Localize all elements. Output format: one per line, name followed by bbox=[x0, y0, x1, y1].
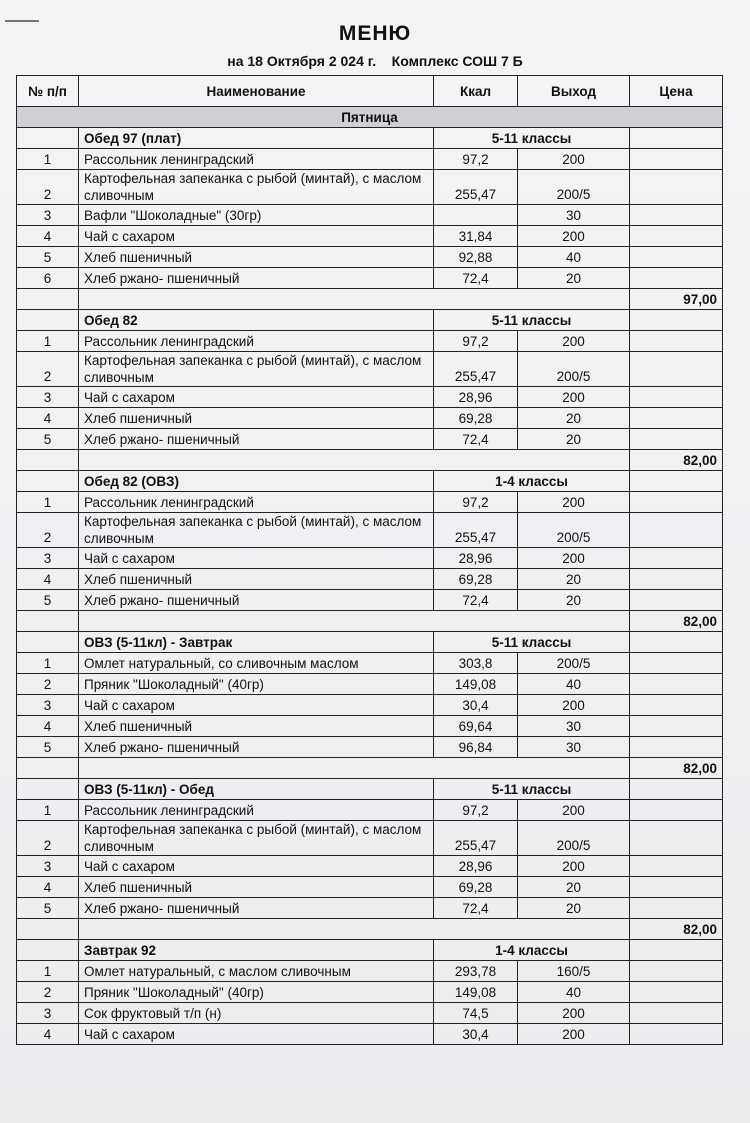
item-number: 5 bbox=[17, 429, 79, 450]
item-price bbox=[630, 492, 723, 513]
menu-item-row bbox=[17, 569, 723, 590]
item-price bbox=[630, 205, 723, 226]
item-kcal: 97,2 bbox=[434, 149, 518, 170]
item-name: Чай с сахаром bbox=[79, 548, 434, 569]
column-header: Ккал bbox=[434, 76, 518, 107]
group-total-price: 82,00 bbox=[630, 758, 723, 779]
group-total-price: 82,00 bbox=[630, 611, 723, 632]
item-output: 30 bbox=[518, 737, 630, 758]
item-kcal: 30,4 bbox=[434, 1024, 518, 1045]
item-number: 2 bbox=[17, 352, 79, 387]
menu-item-row bbox=[17, 387, 723, 408]
menu-item-row bbox=[17, 513, 723, 548]
group-classes: 1-4 классы bbox=[434, 940, 630, 961]
item-kcal: 28,96 bbox=[434, 548, 518, 569]
item-kcal: 303,8 bbox=[434, 653, 518, 674]
item-number: 2 bbox=[17, 821, 79, 856]
item-price bbox=[630, 653, 723, 674]
column-header: № п/п bbox=[17, 76, 79, 107]
group-classes: 5-11 классы bbox=[434, 310, 630, 331]
group-header-row bbox=[17, 779, 723, 800]
menu-item-row bbox=[17, 226, 723, 247]
menu-item-row bbox=[17, 205, 723, 226]
group-total-price: 82,00 bbox=[630, 450, 723, 471]
group-name: Обед 97 (плат) bbox=[79, 128, 434, 149]
group-total-row bbox=[17, 611, 723, 632]
item-number: 2 bbox=[17, 674, 79, 695]
item-price bbox=[630, 961, 723, 982]
item-kcal: 255,47 bbox=[434, 170, 518, 205]
item-output: 200/5 bbox=[518, 170, 630, 205]
group-spacer-cell bbox=[17, 779, 79, 800]
item-number: 1 bbox=[17, 492, 79, 513]
item-name: Чай с сахаром bbox=[79, 856, 434, 877]
item-number: 3 bbox=[17, 205, 79, 226]
item-kcal: 28,96 bbox=[434, 387, 518, 408]
item-number: 4 bbox=[17, 226, 79, 247]
item-price bbox=[630, 149, 723, 170]
item-price bbox=[630, 170, 723, 205]
item-number: 1 bbox=[17, 961, 79, 982]
item-output: 30 bbox=[518, 205, 630, 226]
item-price bbox=[630, 569, 723, 590]
item-price bbox=[630, 548, 723, 569]
item-number: 5 bbox=[17, 737, 79, 758]
item-output: 200 bbox=[518, 492, 630, 513]
item-number: 4 bbox=[17, 408, 79, 429]
item-number: 1 bbox=[17, 800, 79, 821]
item-price bbox=[630, 800, 723, 821]
item-name: Хлеб пшеничный bbox=[79, 408, 434, 429]
item-kcal: 28,96 bbox=[434, 856, 518, 877]
item-kcal: 72,4 bbox=[434, 590, 518, 611]
item-number: 1 bbox=[17, 653, 79, 674]
group-empty-cell bbox=[630, 310, 723, 331]
item-kcal: 92,88 bbox=[434, 247, 518, 268]
column-header: Выход bbox=[518, 76, 630, 107]
table-header-row bbox=[17, 76, 723, 107]
item-price bbox=[630, 898, 723, 919]
menu-item-row bbox=[17, 877, 723, 898]
total-spacer-cell bbox=[17, 758, 79, 779]
item-kcal: 30,4 bbox=[434, 695, 518, 716]
menu-item-row bbox=[17, 590, 723, 611]
item-output: 20 bbox=[518, 268, 630, 289]
total-spacer-cell bbox=[17, 919, 79, 940]
item-name: Пряник "Шоколадный" (40гр) bbox=[79, 982, 434, 1003]
item-price bbox=[630, 247, 723, 268]
group-empty-cell bbox=[630, 940, 723, 961]
item-price bbox=[630, 737, 723, 758]
group-header-row bbox=[17, 471, 723, 492]
item-number: 3 bbox=[17, 1003, 79, 1024]
item-output: 200 bbox=[518, 1003, 630, 1024]
item-name: Хлеб ржано- пшеничный bbox=[79, 268, 434, 289]
item-kcal: 72,4 bbox=[434, 268, 518, 289]
item-kcal: 255,47 bbox=[434, 352, 518, 387]
menu-item-row bbox=[17, 674, 723, 695]
item-name: Рассольник ленинградский bbox=[79, 800, 434, 821]
menu-table bbox=[16, 75, 723, 1045]
item-output: 40 bbox=[518, 674, 630, 695]
column-header: Цена bbox=[630, 76, 723, 107]
group-name: Завтрак 92 bbox=[79, 940, 434, 961]
item-kcal: 69,28 bbox=[434, 408, 518, 429]
item-number: 4 bbox=[17, 569, 79, 590]
menu-item-row bbox=[17, 961, 723, 982]
item-number: 3 bbox=[17, 548, 79, 569]
item-number: 4 bbox=[17, 716, 79, 737]
item-price bbox=[630, 982, 723, 1003]
menu-item-row bbox=[17, 716, 723, 737]
group-spacer-cell bbox=[17, 310, 79, 331]
group-empty-cell bbox=[630, 779, 723, 800]
group-empty-cell bbox=[630, 471, 723, 492]
group-name: ОВЗ (5-11кл) - Завтрак bbox=[79, 632, 434, 653]
item-number: 2 bbox=[17, 170, 79, 205]
group-name: ОВЗ (5-11кл) - Обед bbox=[79, 779, 434, 800]
group-spacer-cell bbox=[17, 128, 79, 149]
total-empty-cell bbox=[79, 611, 630, 632]
group-spacer-cell bbox=[17, 940, 79, 961]
item-output: 200 bbox=[518, 800, 630, 821]
item-kcal: 255,47 bbox=[434, 513, 518, 548]
item-kcal: 149,08 bbox=[434, 982, 518, 1003]
item-kcal: 255,47 bbox=[434, 821, 518, 856]
item-price bbox=[630, 352, 723, 387]
group-name: Обед 82 (ОВЗ) bbox=[79, 471, 434, 492]
item-price bbox=[630, 429, 723, 450]
menu-item-row bbox=[17, 1024, 723, 1045]
item-name: Хлеб ржано- пшеничный bbox=[79, 429, 434, 450]
item-price bbox=[630, 408, 723, 429]
menu-item-row bbox=[17, 737, 723, 758]
item-number: 2 bbox=[17, 982, 79, 1003]
item-output: 160/5 bbox=[518, 961, 630, 982]
item-output: 200 bbox=[518, 548, 630, 569]
menu-item-row bbox=[17, 149, 723, 170]
group-total-row bbox=[17, 450, 723, 471]
item-number: 3 bbox=[17, 387, 79, 408]
item-price bbox=[630, 716, 723, 737]
column-header: Наименование bbox=[79, 76, 434, 107]
group-empty-cell bbox=[630, 632, 723, 653]
day-row bbox=[17, 107, 723, 128]
group-empty-cell bbox=[630, 128, 723, 149]
item-output: 200 bbox=[518, 331, 630, 352]
item-name: Чай с сахаром bbox=[79, 695, 434, 716]
menu-item-row bbox=[17, 548, 723, 569]
item-price bbox=[630, 268, 723, 289]
item-kcal: 72,4 bbox=[434, 429, 518, 450]
item-name: Хлеб пшеничный bbox=[79, 247, 434, 268]
item-output: 20 bbox=[518, 590, 630, 611]
item-kcal: 97,2 bbox=[434, 331, 518, 352]
total-spacer-cell bbox=[17, 289, 79, 310]
item-output: 200 bbox=[518, 149, 630, 170]
total-empty-cell bbox=[79, 450, 630, 471]
menu-item-row bbox=[17, 429, 723, 450]
menu-item-row bbox=[17, 352, 723, 387]
group-total-price: 82,00 bbox=[630, 919, 723, 940]
menu-item-row bbox=[17, 856, 723, 877]
group-header-row bbox=[17, 940, 723, 961]
item-price bbox=[630, 226, 723, 247]
item-kcal: 97,2 bbox=[434, 800, 518, 821]
item-name: Чай с сахаром bbox=[79, 1024, 434, 1045]
group-header-row bbox=[17, 310, 723, 331]
group-classes: 5-11 классы bbox=[434, 128, 630, 149]
item-price bbox=[630, 821, 723, 856]
item-number: 6 bbox=[17, 268, 79, 289]
item-price bbox=[630, 1003, 723, 1024]
item-output: 200/5 bbox=[518, 513, 630, 548]
item-name: Хлеб пшеничный bbox=[79, 569, 434, 590]
item-output: 30 bbox=[518, 716, 630, 737]
item-name: Картофельная запеканка с рыбой (минтай), с маслом сливочным bbox=[79, 352, 434, 387]
item-number: 5 bbox=[17, 247, 79, 268]
item-name: Хлеб ржано- пшеничный bbox=[79, 737, 434, 758]
item-name: Картофельная запеканка с рыбой (минтай), с маслом сливочным bbox=[79, 821, 434, 856]
item-number: 4 bbox=[17, 877, 79, 898]
item-output: 40 bbox=[518, 982, 630, 1003]
item-kcal: 69,64 bbox=[434, 716, 518, 737]
total-empty-cell bbox=[79, 289, 630, 310]
menu-item-row bbox=[17, 247, 723, 268]
page-title: МЕНЮ bbox=[338, 22, 412, 45]
item-name: Омлет натуральный, со сливочным маслом bbox=[79, 653, 434, 674]
total-empty-cell bbox=[79, 919, 630, 940]
item-name: Хлеб ржано- пшеничный bbox=[79, 590, 434, 611]
item-name: Хлеб пшеничный bbox=[79, 716, 434, 737]
menu-item-row bbox=[17, 695, 723, 716]
item-price bbox=[630, 513, 723, 548]
menu-item-row bbox=[17, 898, 723, 919]
group-spacer-cell bbox=[17, 632, 79, 653]
item-kcal: 72,4 bbox=[434, 898, 518, 919]
total-spacer-cell bbox=[17, 450, 79, 471]
group-header-row bbox=[17, 632, 723, 653]
item-number: 5 bbox=[17, 898, 79, 919]
item-output: 20 bbox=[518, 429, 630, 450]
page-subtitle bbox=[0, 53, 750, 69]
item-number: 1 bbox=[17, 149, 79, 170]
item-output: 20 bbox=[518, 569, 630, 590]
item-name: Пряник "Шоколадный" (40гр) bbox=[79, 674, 434, 695]
item-price bbox=[630, 695, 723, 716]
item-name: Хлеб пшеничный bbox=[79, 877, 434, 898]
item-name: Сок фруктовый т/п (н) bbox=[79, 1003, 434, 1024]
menu-item-row bbox=[17, 982, 723, 1003]
group-spacer-cell bbox=[17, 471, 79, 492]
item-kcal: 96,84 bbox=[434, 737, 518, 758]
item-output: 200 bbox=[518, 387, 630, 408]
item-price bbox=[630, 856, 723, 877]
item-price bbox=[630, 590, 723, 611]
item-output: 200 bbox=[518, 1024, 630, 1045]
item-output: 200/5 bbox=[518, 653, 630, 674]
item-name: Рассольник ленинградский bbox=[79, 492, 434, 513]
item-output: 200/5 bbox=[518, 352, 630, 387]
menu-item-row bbox=[17, 331, 723, 352]
group-total-price: 97,00 bbox=[630, 289, 723, 310]
item-kcal bbox=[434, 205, 518, 226]
item-kcal: 69,28 bbox=[434, 877, 518, 898]
item-name: Чай с сахаром bbox=[79, 226, 434, 247]
total-spacer-cell bbox=[17, 611, 79, 632]
group-total-row bbox=[17, 289, 723, 310]
menu-item-row bbox=[17, 492, 723, 513]
menu-date: на 18 Октября 2 024 г. bbox=[227, 53, 377, 69]
item-price bbox=[630, 1024, 723, 1045]
item-price bbox=[630, 331, 723, 352]
item-name: Картофельная запеканка с рыбой (минтай), с маслом сливочным bbox=[79, 513, 434, 548]
item-kcal: 149,08 bbox=[434, 674, 518, 695]
group-classes: 5-11 классы bbox=[434, 779, 630, 800]
item-price bbox=[630, 674, 723, 695]
item-output: 20 bbox=[518, 898, 630, 919]
item-output: 20 bbox=[518, 408, 630, 429]
menu-item-row bbox=[17, 653, 723, 674]
group-total-row bbox=[17, 919, 723, 940]
menu-complex: Комплекс СОШ 7 Б bbox=[391, 53, 523, 69]
group-total-row bbox=[17, 758, 723, 779]
item-name: Чай с сахаром bbox=[79, 387, 434, 408]
item-name: Вафли "Шоколадные" (30гр) bbox=[79, 205, 434, 226]
total-empty-cell bbox=[79, 758, 630, 779]
group-classes: 5-11 классы bbox=[434, 632, 630, 653]
menu-item-row bbox=[17, 268, 723, 289]
item-kcal: 97,2 bbox=[434, 492, 518, 513]
item-name: Хлеб ржано- пшеничный bbox=[79, 898, 434, 919]
item-kcal: 31,84 bbox=[434, 226, 518, 247]
menu-item-row bbox=[17, 821, 723, 856]
item-number: 4 bbox=[17, 1024, 79, 1045]
item-name: Рассольник ленинградский bbox=[79, 149, 434, 170]
item-output: 40 bbox=[518, 247, 630, 268]
item-output: 20 bbox=[518, 877, 630, 898]
item-number: 3 bbox=[17, 856, 79, 877]
item-kcal: 74,5 bbox=[434, 1003, 518, 1024]
item-kcal: 69,28 bbox=[434, 569, 518, 590]
item-name: Омлет натуральный, с маслом сливочным bbox=[79, 961, 434, 982]
group-header-row bbox=[17, 128, 723, 149]
menu-item-row bbox=[17, 408, 723, 429]
menu-item-row bbox=[17, 170, 723, 205]
item-number: 1 bbox=[17, 331, 79, 352]
item-price bbox=[630, 387, 723, 408]
item-output: 200 bbox=[518, 856, 630, 877]
menu-body bbox=[17, 107, 723, 1045]
menu-item-row bbox=[17, 800, 723, 821]
item-name: Рассольник ленинградский bbox=[79, 331, 434, 352]
item-kcal: 293,78 bbox=[434, 961, 518, 982]
item-number: 3 bbox=[17, 695, 79, 716]
item-output: 200 bbox=[518, 226, 630, 247]
item-output: 200 bbox=[518, 695, 630, 716]
item-output: 200/5 bbox=[518, 821, 630, 856]
day-label: Пятница bbox=[17, 107, 723, 128]
item-number: 2 bbox=[17, 513, 79, 548]
group-name: Обед 82 bbox=[79, 310, 434, 331]
item-name: Картофельная запеканка с рыбой (минтай), с маслом сливочным bbox=[79, 170, 434, 205]
item-number: 5 bbox=[17, 590, 79, 611]
item-price bbox=[630, 877, 723, 898]
menu-item-row bbox=[17, 1003, 723, 1024]
group-classes: 1-4 классы bbox=[434, 471, 630, 492]
